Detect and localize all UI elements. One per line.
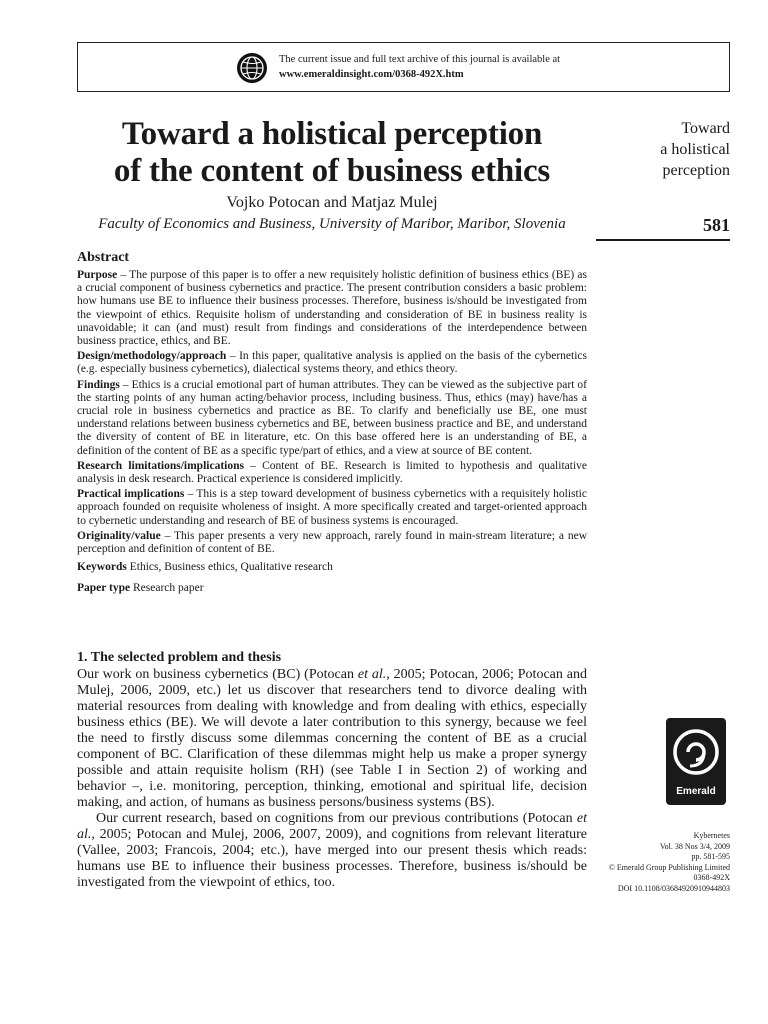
abstract-text: – This paper presents a very new approach, rarely found in main-stream literature; a new perception and definition of content of BE. xyxy=(77,529,587,556)
abstract xyxy=(77,249,587,598)
abstract-research-limitations xyxy=(77,460,587,486)
globe-icon xyxy=(236,52,268,84)
paper-type xyxy=(77,582,587,595)
journal-volume: Vol. 38 Nos 3/4, 2009 xyxy=(659,841,730,851)
abstract-text: – The purpose of this paper is to offer a new requisitely holistic definition of business ethics (BE) as a crucial component of business cybernetics and practice. The present contribution considers a basic problem: how humans use BE to influence their business processes. Therefore, business is/should be investigated from the viewpoint of ethics. Requisite holism of understanding and consideration of BE in business reality is unavoidable; it can (and must) result from findings and considerations of the interdependence between business practice, ethics, and BE. xyxy=(77,269,587,348)
paper-type-text: Research paper xyxy=(130,582,204,595)
abstract-label: Findings xyxy=(77,378,120,391)
affiliation: Faculty of Economics and Business, University of Maribor, Maribor, Slovenia xyxy=(98,216,566,232)
copyright: © Emerald Group Publishing Limited xyxy=(608,862,730,872)
abstract-text: – In this paper, qualitative analysis is applied on the basis of the cybernetics (e.g. especially business cybernetics), dialectical systems theory, and ethics theory. xyxy=(77,350,587,376)
abstract-text: – This is a step toward development of business cybernetics with a requisitely holistic approach founded on requisite wholeness of insight. A more specifically created and target-oriented approach to cybernetic understanding and research of BE of business systems is encouraged. xyxy=(77,488,587,527)
emerald-logo xyxy=(666,718,726,805)
body-text: , 2005; Potocan, 2006; Potocan and Mulej, 2006, 2009, etc.) let us discover that researchers tend to divorce dealing with material resources from dealing with knowledge and from dealing with ethics, especially business ethics (BE). We will devote a later contribution to this synergy, because we feel the need to firstly discuss some dilemmas concerning the content of BE as a crucial component of BC. Clarification of these dilemmas might help us make a proper synergy possible and attain requisite holism (RH) (see Table I in Section 2) of working and behavior –, i.e. monitoring, perception, thinking, emotional and spiritual life, decision making, and action, of humans as business persons/business systems (BS). xyxy=(77,667,587,810)
issn: 0368-492X xyxy=(693,873,730,882)
page-number: 581 xyxy=(703,215,730,235)
title-line-2: of the content of business ethics xyxy=(113,153,551,189)
paper-title xyxy=(77,116,587,190)
abstract-label: Originality/value xyxy=(77,529,161,542)
body-text: , 2005; Potocan and Mulej, 2006, 2007, 2009), and cognitions from relevant literature (Vallee, 2003; Francois, 2004; etc.), have merged into our present thesis which reads: humans use BE to influence their business processes. Therefore, business is/should be investigated from the viewpoint of ethics, too. xyxy=(77,827,587,890)
abstract-heading: Abstract xyxy=(77,250,130,265)
title-line-1: Toward a holistical perception xyxy=(121,116,543,152)
authors: Vojko Potocan and Matjaz Mulej xyxy=(226,194,438,211)
abstract-purpose xyxy=(77,269,587,348)
running-head xyxy=(600,118,730,181)
abstract-label: Research limitations/implications xyxy=(77,459,244,472)
banner-text xyxy=(279,52,560,82)
keywords xyxy=(77,561,587,574)
abstract-findings xyxy=(77,379,587,458)
abstract-label: Design/methodology/approach xyxy=(77,350,227,363)
journal-availability-banner xyxy=(77,42,730,92)
doi: DOI 10.1108/03684920910944803 xyxy=(617,883,730,893)
body-paragraph xyxy=(77,811,587,891)
body-paragraph xyxy=(77,667,587,811)
abstract-practical-implications xyxy=(77,488,587,528)
journal-name: Kybernetes xyxy=(693,831,730,840)
section-body xyxy=(77,667,587,891)
abstract-text: – Ethics is a crucial emotional part of human attributes. They can be viewed as the subjective part of the starting points of any human acting/behavior process, including business. Thus, ethics (may) have/has a crucial role in business cybernetics and practice as BE. To clarify and beneficially use BE, one must understand relations between business cybernetics and BE, between business practice and BE, and understand the diversity of content of BE in literature, etc. On this base offered here is an understanding of BE, a definition of the content of BE as a specific type/part of ethics, and a view at source of BE content. xyxy=(77,378,587,457)
keywords-text: Ethics, Business ethics, Qualitative research xyxy=(126,561,333,574)
journal-url-link[interactable]: www.emeraldinsight.com/0368-492X.htm xyxy=(279,69,464,80)
running-head-line: Toward xyxy=(681,120,730,137)
running-head-line: perception xyxy=(662,162,730,179)
citation-etal: et al. xyxy=(357,667,387,682)
abstract-label: Practical implications xyxy=(77,488,185,501)
keywords-label: Keywords xyxy=(77,561,127,574)
emerald-swirl-icon xyxy=(666,718,726,786)
abstract-label: Purpose xyxy=(77,269,118,281)
body-text: Our work on business cybernetics (BC) (Potocan xyxy=(77,667,358,682)
logo-text: Emerald xyxy=(676,786,716,797)
section-heading: 1. The selected problem and thesis xyxy=(77,650,282,665)
abstract-design xyxy=(77,350,587,376)
journal-pages: pp. 581-595 xyxy=(691,852,730,861)
running-head-line: a holistical xyxy=(660,141,730,158)
page-number-rule xyxy=(596,239,730,241)
journal-metadata xyxy=(590,831,730,894)
body-text: Our current research, based on cognitions from our previous contributions (Potocan xyxy=(96,811,577,826)
banner-line: The current issue and full text archive of this journal is available at xyxy=(279,54,561,65)
citation-etal: et al. xyxy=(77,811,587,842)
paper-type-label: Paper type xyxy=(77,582,131,595)
abstract-text: – Content of BE. Research is limited to hypothesis and qualitative analysis in desk research. Practical experience is considered implicitly. xyxy=(77,459,587,486)
abstract-originality xyxy=(77,530,587,556)
